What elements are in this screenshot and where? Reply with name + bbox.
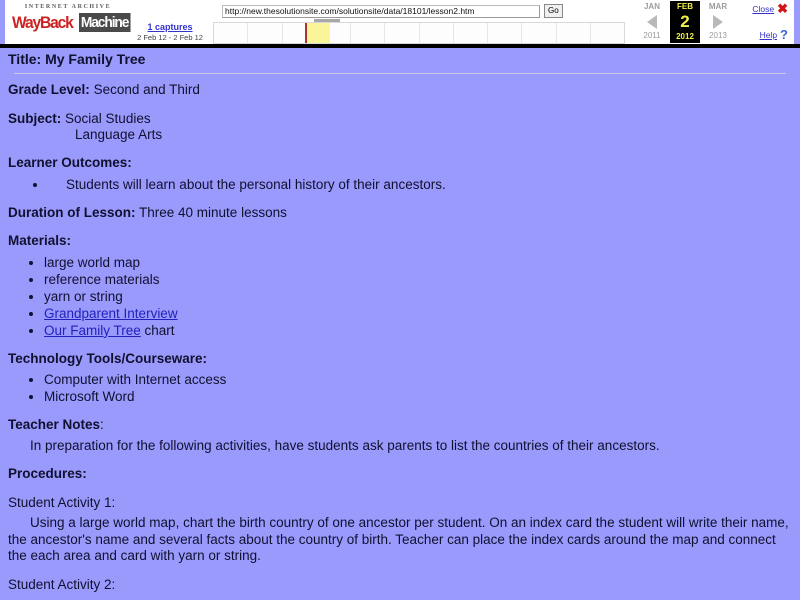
material-suffix: chart — [140, 322, 175, 338]
url-bar — [222, 4, 563, 18]
activity-2-heading: Student Activity 2: — [8, 576, 116, 592]
timeline-month-cell[interactable] — [385, 23, 419, 43]
timeline-month-cell[interactable] — [522, 23, 556, 43]
material-text: reference materials — [44, 271, 160, 287]
wayback-wordmark — [12, 13, 129, 32]
current-capture-date[interactable] — [670, 1, 700, 43]
close-label[interactable]: Close — [752, 4, 775, 14]
materials-heading: Materials: — [8, 233, 72, 249]
captures-count-link[interactable]: 1 captures — [147, 22, 193, 32]
duration-label: Duration of Lesson: — [8, 204, 136, 220]
teacher-notes-colon: : — [100, 417, 104, 433]
learner-outcome-text: Students will learn about the personal history of their ancestors. — [66, 176, 446, 192]
lesson-title-line — [8, 51, 792, 68]
our-family-tree-link[interactable]: Our Family Tree — [44, 322, 141, 338]
timeline-month-cell[interactable] — [591, 23, 624, 43]
timeline-month-cell[interactable] — [488, 23, 522, 43]
wayback-toolbar — [0, 0, 800, 48]
list-item — [44, 254, 792, 271]
current-year-label: 2012 — [676, 32, 694, 41]
materials-list — [8, 254, 792, 339]
subject-block — [8, 111, 792, 144]
next-year-column[interactable] — [700, 1, 736, 43]
previous-month-label: JAN — [643, 2, 660, 11]
learner-outcomes-list — [8, 176, 792, 193]
list-item — [44, 371, 792, 388]
next-year-label: 2013 — [709, 31, 727, 40]
teacher-notes-text: In preparation for the following activities, have students ask parents to list the countries of their ancestors. — [30, 437, 660, 453]
title-value: My Family Tree — [45, 51, 146, 67]
capture-timeline[interactable] — [213, 22, 625, 44]
timeline-month-cell[interactable] — [248, 23, 282, 43]
timeline-month-cell[interactable] — [214, 23, 248, 43]
timeline-capture-marker[interactable] — [305, 23, 307, 43]
grade-level-label: Grade Level: — [8, 82, 90, 98]
subject-value-primary: Social Studies — [65, 110, 151, 126]
wayback-machine-logo[interactable] — [12, 3, 129, 32]
internet-archive-label: INTERNET ARCHIVE — [24, 4, 112, 10]
date-navigation — [634, 1, 736, 43]
technology-tools-heading: Technology Tools/Courseware: — [8, 350, 208, 366]
help-label[interactable]: Help — [759, 30, 778, 40]
title-divider — [14, 73, 786, 74]
grade-level-line — [8, 82, 792, 98]
list-item — [44, 305, 792, 322]
duration-line — [8, 205, 792, 221]
help-icon[interactable]: ? — [780, 27, 788, 42]
activity-1-heading: Student Activity 1: — [8, 494, 116, 510]
captures-summary — [130, 22, 210, 43]
url-input[interactable] — [222, 5, 540, 18]
next-arrow-icon[interactable] — [713, 15, 723, 29]
procedures-heading: Procedures: — [8, 466, 87, 482]
previous-arrow-icon[interactable] — [647, 15, 657, 29]
toolbar-left-edge — [0, 0, 5, 44]
go-button[interactable]: Go — [544, 4, 563, 18]
close-icon[interactable]: ✖ — [777, 1, 788, 16]
teacher-notes-heading — [8, 417, 792, 433]
timeline-month-cell[interactable] — [454, 23, 488, 43]
timeline-capture-tab — [314, 19, 340, 22]
learner-outcomes-heading: Learner Outcomes: — [8, 155, 132, 171]
material-text: large world map — [44, 254, 141, 270]
previous-year-label: 2011 — [643, 31, 661, 40]
grade-level-value: Second and Third — [93, 82, 200, 98]
technology-tools-list — [8, 371, 792, 405]
subject-label: Subject: — [8, 110, 62, 126]
logo-wayback-text: WayBack — [12, 13, 73, 32]
logo-machine-text: Machine — [80, 14, 129, 31]
captures-date-range: 2 Feb 12 - 2 Feb 12 — [137, 33, 203, 42]
list-item — [48, 176, 792, 193]
activity-1-text: Using a large world map, chart the birth country of one ancestor per student. On an index card the student will write their name, the ancestor's name and several facts about the country of birth. Teacher can place the index cards around the map and connect the each area and card with yarn or string. — [8, 515, 789, 564]
subject-value-secondary: Language Arts — [75, 127, 163, 143]
subject-line-1 — [8, 111, 792, 127]
title-label: Title: — [8, 51, 42, 67]
list-item — [44, 271, 792, 288]
list-item — [44, 388, 792, 405]
help-control[interactable] — [760, 29, 788, 41]
timeline-month-cell[interactable] — [351, 23, 385, 43]
timeline-capture-highlight — [306, 23, 330, 43]
toolbar-right-edge — [794, 0, 800, 44]
material-text: yarn or string — [44, 288, 123, 304]
timeline-month-cell[interactable] — [557, 23, 591, 43]
tech-item-text: Computer with Internet access — [44, 372, 227, 388]
teacher-notes-label: Teacher Notes — [8, 417, 101, 433]
grandparent-interview-link[interactable]: Grandparent Interview — [44, 305, 178, 321]
current-day-label: 2 — [680, 12, 690, 31]
current-month-label: FEB — [677, 2, 693, 11]
list-item — [44, 322, 792, 339]
list-item — [44, 288, 792, 305]
close-control[interactable] — [752, 3, 788, 15]
duration-value: Three 40 minute lessons — [139, 204, 287, 220]
archived-page-content — [0, 48, 800, 600]
timeline-month-cell[interactable] — [420, 23, 454, 43]
previous-year-column[interactable] — [634, 1, 670, 43]
next-month-label: MAR — [708, 2, 728, 11]
tech-item-text: Microsoft Word — [44, 389, 135, 405]
